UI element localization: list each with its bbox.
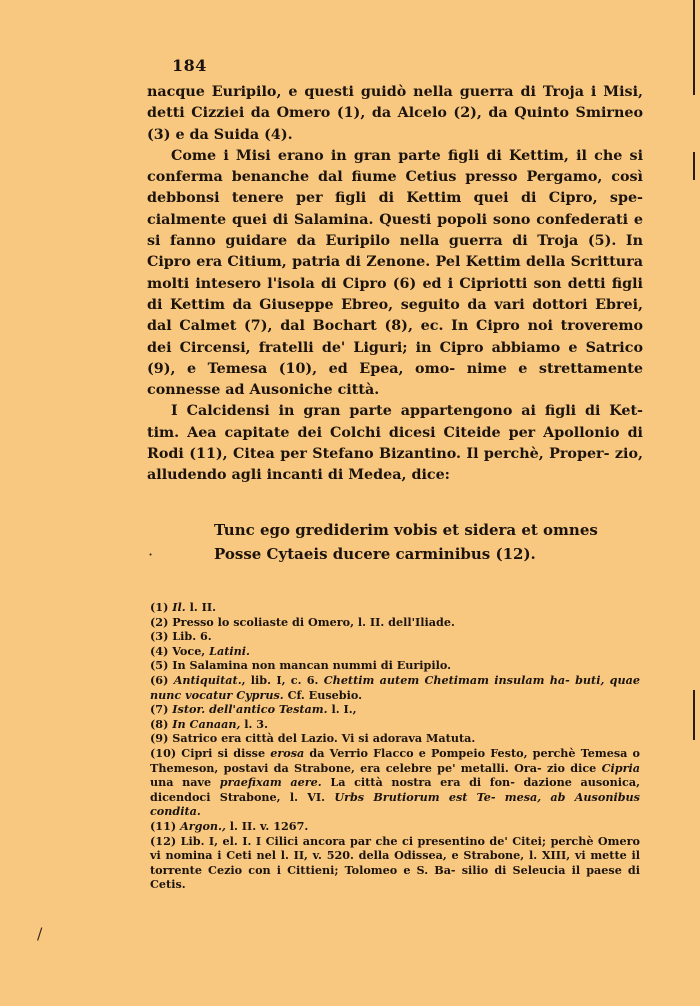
page-number: 184 bbox=[172, 56, 207, 75]
paragraph bbox=[147, 401, 643, 486]
footnote-text: perchè Omero vi nomina i Ceti nel l. II, v. 520. della Odissea, e Strabone, bbox=[150, 833, 640, 863]
text-line: Cipro noi troveremo dei Circensi, fratelli de' Liguri; in bbox=[147, 318, 644, 356]
text-line: nacque Euripilo, e questi guidò nella guerra di Troja i bbox=[147, 84, 597, 100]
main-text bbox=[147, 82, 643, 487]
footnote-citation: Cipria bbox=[601, 760, 640, 775]
page-edge-rule bbox=[693, 0, 695, 95]
text-line: zio, alludendo agli incanti di Medea, dice: bbox=[147, 446, 643, 484]
text-line: di Rodi (11), Citea per Stefano Bizantino. Il perchè, Proper- bbox=[147, 424, 643, 463]
footnote-text: Temesa o Themeson, postavi da Strabone, era celebre pe' metalli. Ora- bbox=[150, 745, 640, 775]
text-line: nime e strettamente connesse ad Ausoniche città. bbox=[147, 360, 644, 399]
footnote-marker: (8) bbox=[150, 716, 169, 731]
text-line: Come i Misi erano in gran parte figli di Kettim, il che bbox=[171, 147, 623, 164]
footnote-text: una nave bbox=[150, 775, 212, 790]
footnotes bbox=[150, 600, 640, 892]
footnote-text: da Verrio Flacco e Pompeio Festo, perchè bbox=[309, 745, 576, 760]
footnote-3: (3) Lib. 6. bbox=[150, 629, 212, 644]
footnote-citation: Urbs Brutiorum est Te- bbox=[334, 789, 496, 804]
footnote-text: , lib. I, c. 6. bbox=[241, 672, 319, 687]
text-line: Cipro abbiamo e Satrico (9), e Temesa (10), ed Epea, omo- bbox=[147, 339, 643, 377]
text-line: son detti figli di Kettim da Giuseppe Ebreo, seguito da bbox=[147, 275, 643, 313]
footnote-citation: Istor. dell'antico Testam. bbox=[172, 702, 328, 717]
text-line: così debbonsi tenere per figli di Kettim quei di Cipro, spe- bbox=[147, 169, 643, 207]
footnote-marker: (11) bbox=[150, 818, 177, 833]
footnote-citation: In Canaan, bbox=[172, 716, 241, 731]
text-line: si conferma benanche dal fiume Cetius presso Pergamo, bbox=[147, 147, 643, 186]
footnote-marker: (1) bbox=[150, 600, 169, 614]
footnote-11 bbox=[150, 819, 640, 834]
footnote-text: l. XIII, vi mette il torrente Cezio con i Cittieni; Tolomeo e S. Ba- bbox=[150, 848, 640, 877]
text-line: Scrittura molti intesero l'isola di Cipro (6) ed i Cipriotti bbox=[147, 254, 643, 292]
page-edge-rule bbox=[693, 152, 695, 180]
text-line: cialmente quei di Salamina. Questi popoli sono confederati bbox=[147, 211, 629, 228]
footnote-marker: (7) bbox=[150, 702, 169, 717]
stray-mark: · bbox=[148, 545, 154, 564]
text-line: I Calcidensi in gran parte appartengono ai figli di Ket- bbox=[171, 403, 643, 420]
footnote-text: La città nostra era di fon- bbox=[330, 775, 515, 790]
text-line: Smirneo (3) e da Suida (4). bbox=[147, 105, 643, 143]
paragraph bbox=[147, 146, 643, 402]
footnote-citation: Chettim autem Chetimam insulam ha- bbox=[323, 672, 570, 687]
footnote-5: (5) In Salamina non mancan nummi di Euripilo. bbox=[150, 658, 451, 673]
footnote-text: l. II. bbox=[189, 600, 216, 614]
footnote-citation: praefixam aere. bbox=[219, 775, 322, 790]
footnote-text: dazione ausonica, dicendoci Strabone, l. VI. bbox=[150, 775, 640, 804]
footnote-text: zio dice bbox=[546, 760, 597, 775]
footnote-citation: buti, quae nunc vocatur Cyprus. bbox=[150, 672, 640, 702]
footnote-text: (4) Voce, bbox=[150, 643, 206, 658]
paragraph bbox=[147, 82, 643, 146]
text-line: In Cipro era Citium, patria di Zenone. Pel Kettim della bbox=[147, 233, 643, 271]
text-line: vari dottori Ebrei, dal Calmet (7), dal Bochart (8), ec. In bbox=[147, 296, 644, 335]
footnote-text: Cf. Eusebio. bbox=[287, 687, 362, 702]
footnote-citation: Antiquitat. bbox=[173, 672, 242, 687]
text-line: e si fanno guidare da Euripilo nella guerra di Troja (5). bbox=[147, 211, 644, 250]
text-line: Misi, detti Cizziei da Omero (1), da Alcelo (2), da Quinto bbox=[147, 84, 643, 122]
text-line: tim. Aea capitate dei Colchi dicesi Citeide per Apollonio bbox=[147, 424, 620, 441]
footnote-text: (12) Lib. I, el. I. I Cilici ancora par che ci presentino de' Citei; bbox=[150, 833, 547, 848]
footnote-12 bbox=[150, 834, 640, 892]
stray-mark: / bbox=[37, 924, 43, 943]
footnote-2: (2) Presso lo scoliaste di Omero, l. II. dell'Iliade. bbox=[150, 614, 455, 629]
footnote-citation: Argon., bbox=[180, 818, 226, 833]
footnote-text: l. II. v. 1267. bbox=[229, 818, 309, 833]
footnote-citation: Latini. bbox=[209, 643, 250, 658]
verse-line: Tunc ego grediderim vobis et sidera et omnes bbox=[214, 521, 598, 539]
footnote-9: (9) Satrico era città del Lazio. Vi si adorava Matuta. bbox=[150, 731, 476, 746]
footnote-text: (10) Cipri si disse bbox=[150, 745, 266, 760]
footnote-7 bbox=[150, 702, 640, 717]
verse-line: Posse Cytaeis ducere carminibus (12). bbox=[214, 545, 536, 563]
footnote-8 bbox=[150, 717, 640, 732]
footnote-text: l. 3. bbox=[244, 716, 268, 731]
footnote-6 bbox=[150, 673, 640, 702]
verse-quotation bbox=[214, 518, 634, 566]
footnote-citation: Il. bbox=[172, 600, 186, 614]
footnote-10 bbox=[150, 746, 640, 819]
footnote-citation: mesa, ab Ausonibus condita. bbox=[150, 789, 640, 819]
footnote-4 bbox=[150, 644, 640, 659]
footnote-1 bbox=[150, 600, 640, 615]
footnote-citation: erosa bbox=[270, 745, 305, 760]
page-edge-rule bbox=[693, 690, 695, 740]
footnote-text: l. I., bbox=[331, 702, 357, 717]
footnote-text: silio di Seleucia il paese di Cetis. bbox=[150, 862, 640, 892]
footnote-marker: (6) bbox=[150, 672, 169, 687]
